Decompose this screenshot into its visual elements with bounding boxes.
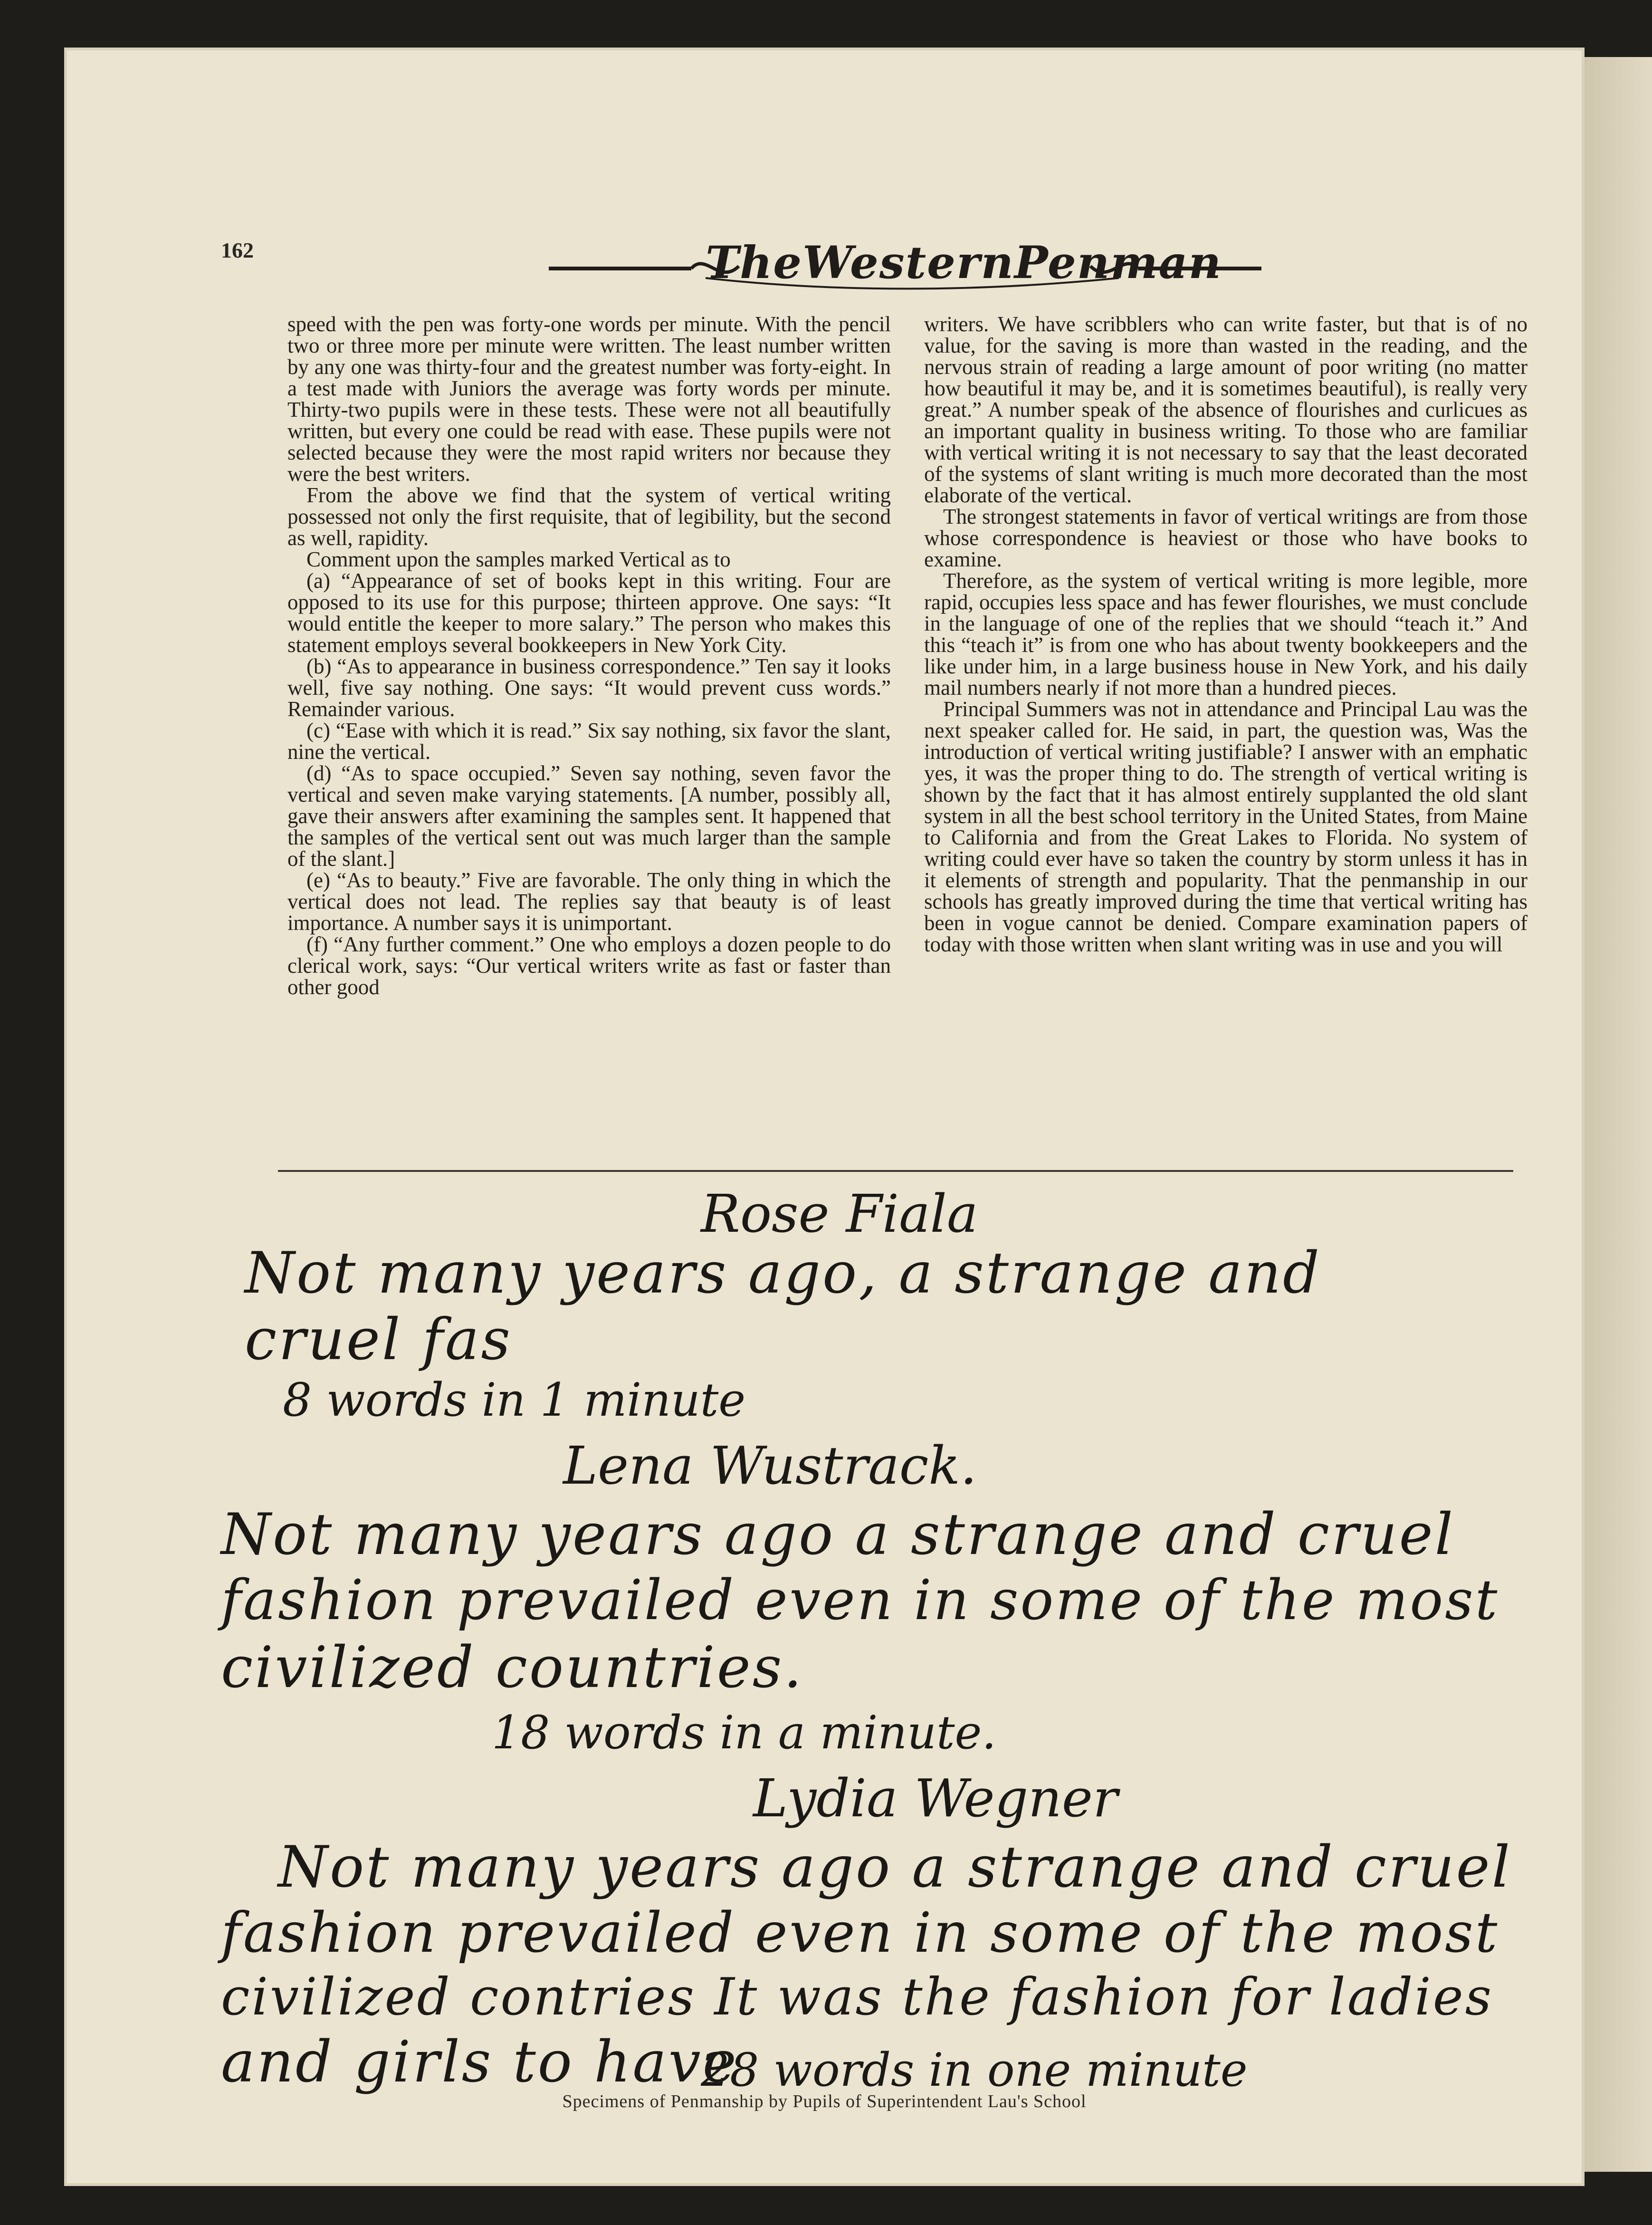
specimen-rose-count: 8 words in 1 minute bbox=[283, 1373, 746, 1427]
left-paragraph-1: speed with the pen was forty-one words per minute. With the pencil two or three more per minute were written. The least number written by any one was thirty-four and the greatest number was forty-eight. In a test made with Juniors the average was forty words per minute. Thirty-two pupils were in these tests. These were not all beautifully written, but every one could be read with ease. These pupils were not selected because they were the most rapid writers nor because they were the best writers. bbox=[287, 312, 891, 486]
left-paragraph-8: (e) “As to beauty.” Five are favorable. The only thing in which the vertical does not lead. The replies say that beauty is of least importance. A number says it is unimportant. bbox=[287, 868, 891, 935]
specimen-lydia-line-2: fashion prevailed even in some of the most bbox=[221, 1901, 1499, 1965]
specimen-lydia-name: Lydia Wegner bbox=[753, 1768, 1118, 1829]
left-paragraph-4: (a) “Appearance of set of books kept in this writing. Four are opposed to its use for this purpose; thirteen approve. One says: “It would entitle the keeper to more salary.” The person who makes this statement employs several bookkeepers in New York City. bbox=[287, 569, 891, 657]
specimen-lena-name: Lena Wustrack. bbox=[563, 1435, 977, 1496]
specimen-lydia-line-3: civilized contries It was the fashion for ladies bbox=[221, 1967, 1494, 2027]
specimen-lena-count: 18 words in a minute. bbox=[492, 1706, 996, 1759]
specimen-rose-line-1: Not many years ago, a strange and bbox=[245, 1240, 1321, 1306]
left-column bbox=[287, 314, 891, 998]
right-column bbox=[924, 314, 1528, 955]
document-page bbox=[64, 48, 1585, 2186]
right-paragraph-2: The strongest statements in favor of vertical writings are from those whose correspondence is heaviest or those who have books to examine. bbox=[924, 505, 1528, 571]
specimen-lena-line-2: fashion prevailed even in some of the most bbox=[221, 1568, 1499, 1632]
right-paragraph-4: Principal Summers was not in attendance and Principal Lau was the next speaker called for. He said, in part, the question was, Was the introduction of vertical writing justifiable? I answer with an emphatic yes, it was the proper thing to do. The strength of vertical writing is shown by the fact that it has almost entirely supplanted the old slant system in all the best school territory in the United States, from Maine to California and from the Great Lakes to Florida. No system of writing could ever have so taken the country by storm unless it has in it elements of strength and popularity. That the penmanship in our schools has greatly improved during the time that vertical writing has been in vogue cannot be denied. Compare examination papers of today with those written when slant writing was in use and you will bbox=[924, 697, 1528, 956]
right-paragraph-3: Therefore, as the system of vertical writing is more legible, more rapid, occupies less space and has fewer flourishes, we must conclude in the language of one of the replies that we should “teach it.” And this “teach it” is from one who has about twenty bookkeepers and the like under him, in a large business house in New York, and his daily mail numbers nearly if not more than a hundred pieces. bbox=[924, 569, 1528, 700]
figure-caption: Specimens of Penmanship by Pupils of Superintendent Lau's School bbox=[562, 2091, 1087, 2111]
page-number: 162 bbox=[221, 238, 254, 262]
specimen-rose-name: Rose Fiala bbox=[701, 1183, 978, 1244]
specimen-lydia-count: 28 words in one minute bbox=[701, 2043, 1248, 2097]
right-paragraph-1: writers. We have scribblers who can write faster, but that is of no value, for the saving is more than wasted in the reading, and the nervous strain of reading a large amount of poor writing (no matter how beautiful it may be, and it is sometimes beautiful), is really very great.” A number speak of the absence of flourishes and curlicues as an important quality in business writing. To those who are familiar with vertical writing it is not necessary to say that the least decorated of the systems of slant writing is much more decorated than the most elaborate of the vertical. bbox=[924, 312, 1528, 507]
masthead-title: TheWesternPenman bbox=[706, 237, 1222, 289]
section-divider bbox=[278, 1170, 1513, 1172]
left-paragraph-5: (b) “As to appearance in business correspondence.” Ten say it looks well, five say nothing. One says: “It would prevent cuss words.” Remainder various. bbox=[287, 654, 891, 721]
specimen-lena-line-1: Not many years ago a strange and cruel bbox=[221, 1502, 1455, 1568]
left-paragraph-3: Comment upon the samples marked Vertical as to bbox=[306, 547, 731, 571]
specimen-lydia-line-1: Not many years ago a strange and cruel bbox=[278, 1834, 1512, 1900]
left-paragraph-7: (d) “As to space occupied.” Seven say nothing, seven favor the vertical and seven make varying statements. [A number, possibly all, gave their answers after examining the samples sent. It happened that the samples of the vertical sent out was much larger than the sample of the slant.] bbox=[287, 761, 891, 871]
masthead bbox=[549, 233, 1261, 290]
left-paragraph-2: From the above we find that the system of vertical writing possessed not only the first requisite, that of legibility, but the second as well, rapidity. bbox=[287, 483, 891, 550]
left-paragraph-9: (f) “Any further comment.” One who employs a dozen people to do clerical work, says: “Our vertical writers write as fast or faster than other good bbox=[287, 932, 891, 999]
specimen-rose-line-2: cruel fas bbox=[245, 1307, 512, 1373]
book-gutter bbox=[1585, 57, 1652, 2172]
left-paragraph-6: (c) “Ease with which it is read.” Six say nothing, six favor the slant, nine the vertical. bbox=[287, 719, 891, 764]
specimen-lena-line-3: civilized countries. bbox=[221, 1635, 804, 1701]
specimen-lydia-line-4: and girls to have bbox=[221, 2029, 738, 2095]
